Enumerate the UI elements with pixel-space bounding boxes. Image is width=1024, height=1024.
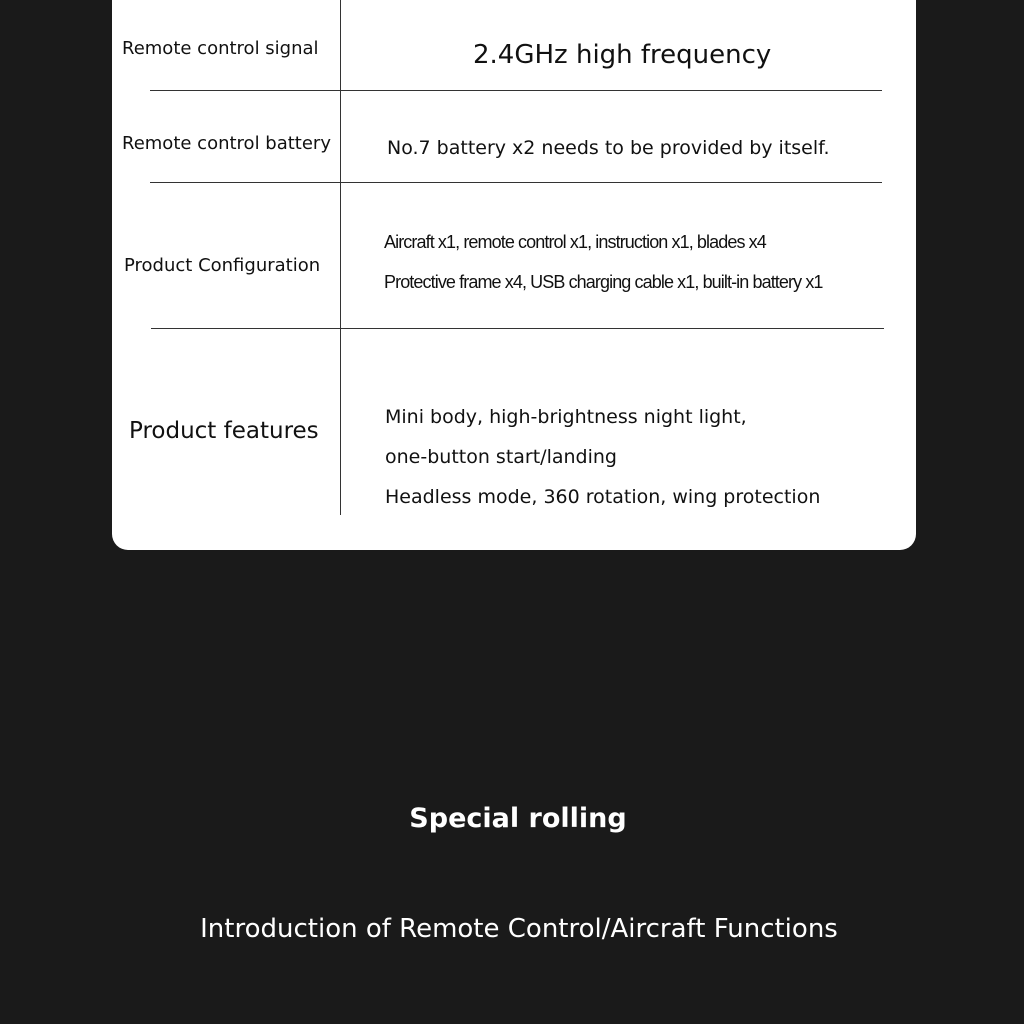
section-subtitle: Introduction of Remote Control/Aircraft Functions	[200, 914, 838, 944]
spec-value-features-line-1: Mini body, high-brightness night light,	[385, 406, 747, 428]
spec-label-product-configuration: Product Configuration	[124, 255, 321, 276]
spec-value-remote-battery: No.7 battery x2 needs to be provided by itself.	[387, 137, 830, 159]
spec-value-remote-signal: 2.4GHz high frequency	[473, 40, 772, 70]
spec-value-configuration-line-2: Protective frame x4, USB charging cable x1, built-in battery x1	[384, 272, 823, 292]
spec-value-configuration-line-1: Aircraft x1, remote control x1, instruction x1, blades x4	[384, 232, 766, 252]
table-row-divider	[150, 182, 882, 183]
table-column-divider	[340, 0, 341, 515]
spec-label-remote-battery: Remote control battery	[122, 133, 331, 154]
spec-label-product-features: Product features	[129, 418, 319, 444]
table-row-divider	[151, 328, 884, 329]
spec-value-features-line-3: Headless mode, 360 rotation, wing protection	[385, 486, 821, 508]
spec-value-features-line-2: one-button start/landing	[385, 446, 617, 468]
table-row-divider	[150, 90, 882, 91]
spec-label-remote-signal: Remote control signal	[122, 38, 319, 59]
section-title: Special rolling	[409, 803, 627, 834]
